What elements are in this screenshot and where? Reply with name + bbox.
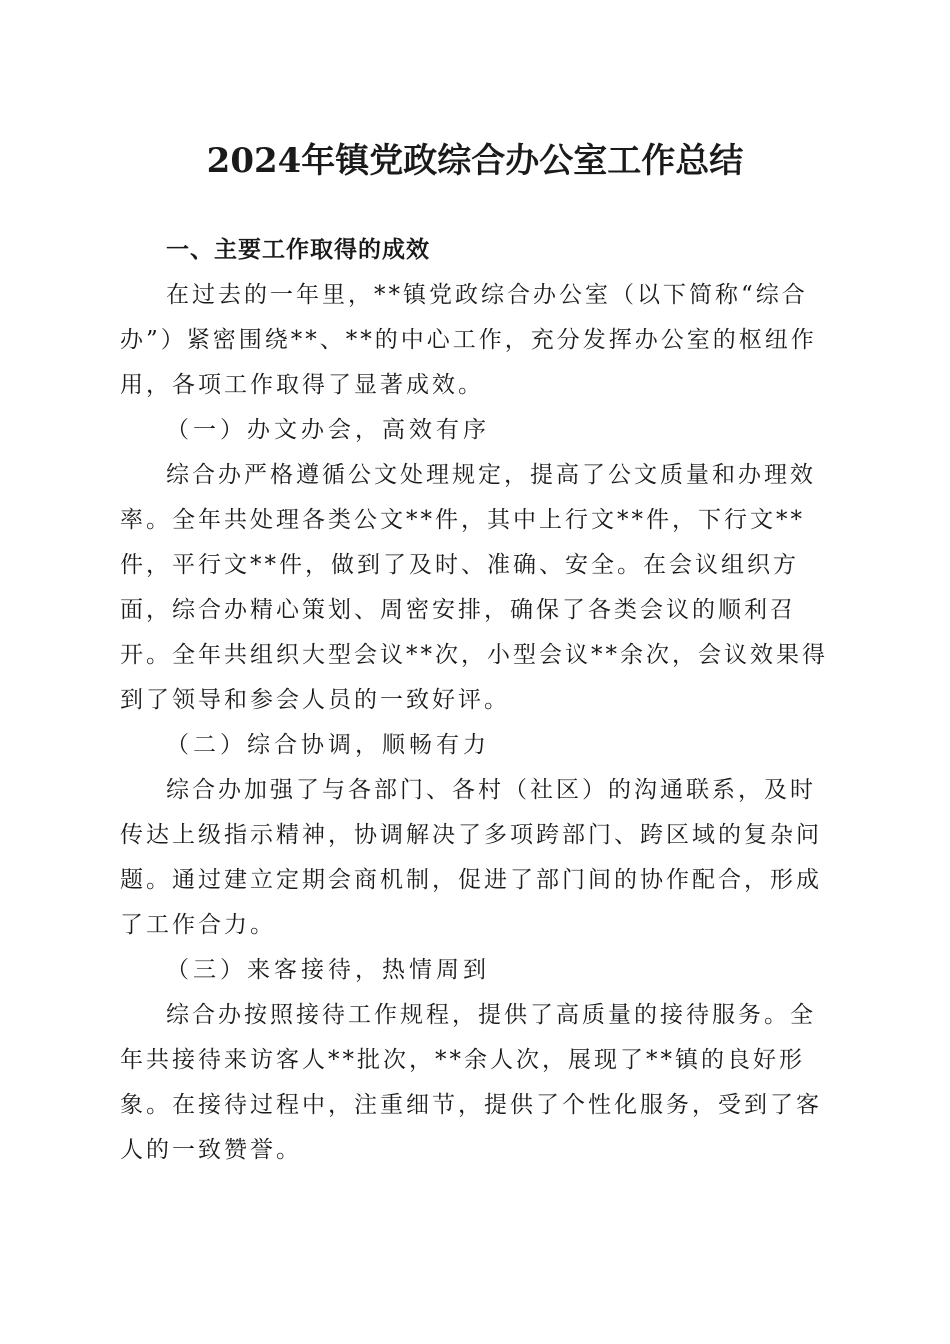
document-body: [120, 228, 830, 1173]
section-paragraph-reception: 综合办按照接待工作规程，提供了高质量的接待服务。全年共接待来访客人**批次，**余人次，展现了**镇的良好形象。在接待过程中，注重细节，提供了个性化服务，受到了客人的一致赞誉。: [120, 1002, 822, 1163]
heading-main-achievements: 一、主要工作取得的成效: [166, 237, 430, 263]
document-title: 2024年镇党政综合办公室工作总结: [206, 141, 744, 181]
section-paragraph-coordination: 综合办加强了与各部门、各村（社区）的沟通联系，及时传达上级指示精神，协调解决了多项跨部门、跨区域的复杂问题。通过建立定期会商机制，促进了部门间的协作配合，形成了工作合力。: [120, 777, 822, 938]
section-heading-document-meeting: （一）办文办会，高效有序: [166, 417, 490, 443]
section-paragraph-document-meeting: 综合办严格遵循公文处理规定，提高了公文质量和办理效率。全年共处理各类公文**件，其中上行文**件，下行文**件，平行文**件，做到了及时、准确、安全。在会议组织方面，综合办精心策划、周密安排，确保了各类会议的顺利召开。全年共组织大型会议**次，小型会议**余次，会议效果得到了领导和参会人员的一致好评。: [120, 462, 828, 713]
intro-paragraph: 在过去的一年里，**镇党政综合办公室（以下简称“综合办”）紧密围绕**、**的中心工作，充分发挥办公室的枢纽作用，各项工作取得了显著成效。: [120, 282, 817, 398]
section-heading-coordination: （二）综合协调，顺畅有力: [166, 732, 490, 758]
section-heading-reception: （三）来客接待，热情周到: [166, 957, 490, 983]
